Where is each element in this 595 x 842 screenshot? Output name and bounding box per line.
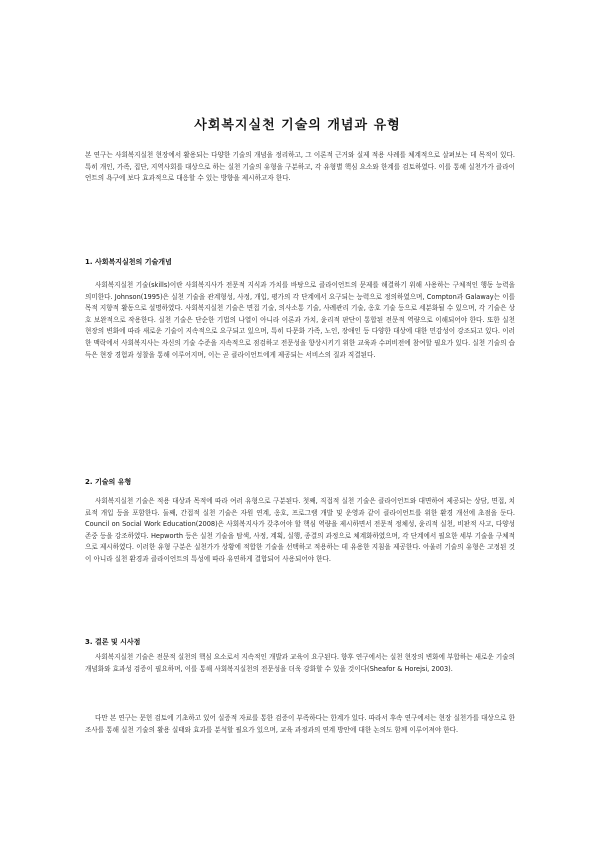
intro-paragraph: 본 연구는 사회복지실천 현장에서 활용되는 다양한 기술의 개념을 정리하고, 그 이론적 근거와 실제 적용 사례를 체계적으로 살펴보는 데 목적이 있다. 특히 개인, 가족, 집단, 지역사회를 대상으로 하는 실천 기술의 유형을 구분하고, 각 유형별 핵심 요소와 한계를 검토하였다. 이를 통해 실천가가 클라이언트의 욕구에 보다 효과적으로 대응할 수 있는 방향을 제시하고자 한다. [85,151,515,183]
section-body-1: 사회복지실천 기술(skills)이란 사회복지사가 전문적 지식과 가치를 바탕으로 클라이언트의 문제를 해결하기 위해 사용하는 구체적인 행동 능력을 의미한다. Johnson(1995)은 실천 기술을 관계형성, 사정, 개입, 평가의 각 단계에서 요구되는 능력으로 정의하였으며, Compton과 Galaway는 이를 목적 지향적 활동으로 설명하였다. 사회복지실천 기술은 면접 기술, 의사소통 기술, 사례관리 기술, 옹호 기술 등으로 세분화될 수 있으며, 각 기술은 상호 보완적으로 작용한다. 실천 기술은 단순한 기법의 나열이 아니라 이론과 가치, 윤리적 판단이 통합된 전문적 역량으로 이해되어야 한다. 또한 실천 현장의 변화에 따라 새로운 기술이 지속적으로 요구되고 있으며, 특히 다문화 가족, 노인, 장애인 등 다양한 대상에 대한 민감성이 강조되고 있다. 이러한 맥락에서 사회복지사는 자신의 기술 수준을 지속적으로 점검하고 전문성을 향상시키기 위한 교육과 수퍼비전에 참여할 필요가 있다. 실천 기술의 습득은 현장 경험과 성찰을 통해 이루어지며, 이는 곧 클라이언트에게 제공되는 서비스의 질과 직결된다. [85,281,515,359]
section-body-3: 사회복지실천 기술은 전문적 실천의 핵심 요소로서 지속적인 개발과 교육이 요구된다. 향후 연구에서는 실천 현장의 변화에 부합하는 새로운 기술의 개념화와 효과성 검증이 필요하며, 이를 통해 사회복지실천의 전문성을 더욱 강화할 수 있을 것이다(Sheafor & Horejsi, 2003). [85,653,515,673]
closing-paragraph: 다만 본 연구는 문헌 검토에 기초하고 있어 실증적 자료를 통한 검증이 부족하다는 한계가 있다. 따라서 후속 연구에서는 현장 실천가를 대상으로 한 조사를 통해 실천 기술의 활용 실태와 효과를 분석할 필요가 있으며, 교육 과정과의 연계 방안에 대한 논의도 함께 이루어져야 한다. [85,714,515,734]
section-heading-1: 1. 사회복지실천의 기술개념 [85,258,172,266]
section-body-2: 사회복지실천 기술은 적용 대상과 목적에 따라 여러 유형으로 구분된다. 첫째, 직접적 실천 기술은 클라이언트와 대면하여 제공되는 상담, 면접, 치료적 개입 등을 포함한다. 둘째, 간접적 실천 기술은 자원 연계, 옹호, 프로그램 개발 및 운영과 같이 클라이언트를 위한 환경 개선에 초점을 둔다. Council on Social Work Education(2008)은 사회복지사가 갖추어야 할 핵심 역량을 제시하면서 전문적 정체성, 윤리적 실천, 비판적 사고, 다양성 존중 등을 강조하였다. Hepworth 등은 실천 기술을 탐색, 사정, 계획, 실행, 종결의 과정으로 체계화하였으며, 각 단계에서 필요한 세부 기술을 구체적으로 제시하였다. 이러한 유형 구분은 실천가가 상황에 적합한 기술을 선택하고 적용하는 데 유용한 지침을 제공한다. 아울러 기술의 유형은 고정된 것이 아니라 실천 환경과 클라이언트의 특성에 따라 유연하게 결합되어 사용되어야 한다. [85,497,515,563]
section-heading-3: 3. 결론 및 시사점 [85,638,141,646]
document-title: 사회복지실천 기술의 개념과 유형 [194,118,401,133]
section-heading-2: 2. 기술의 유형 [85,478,132,486]
